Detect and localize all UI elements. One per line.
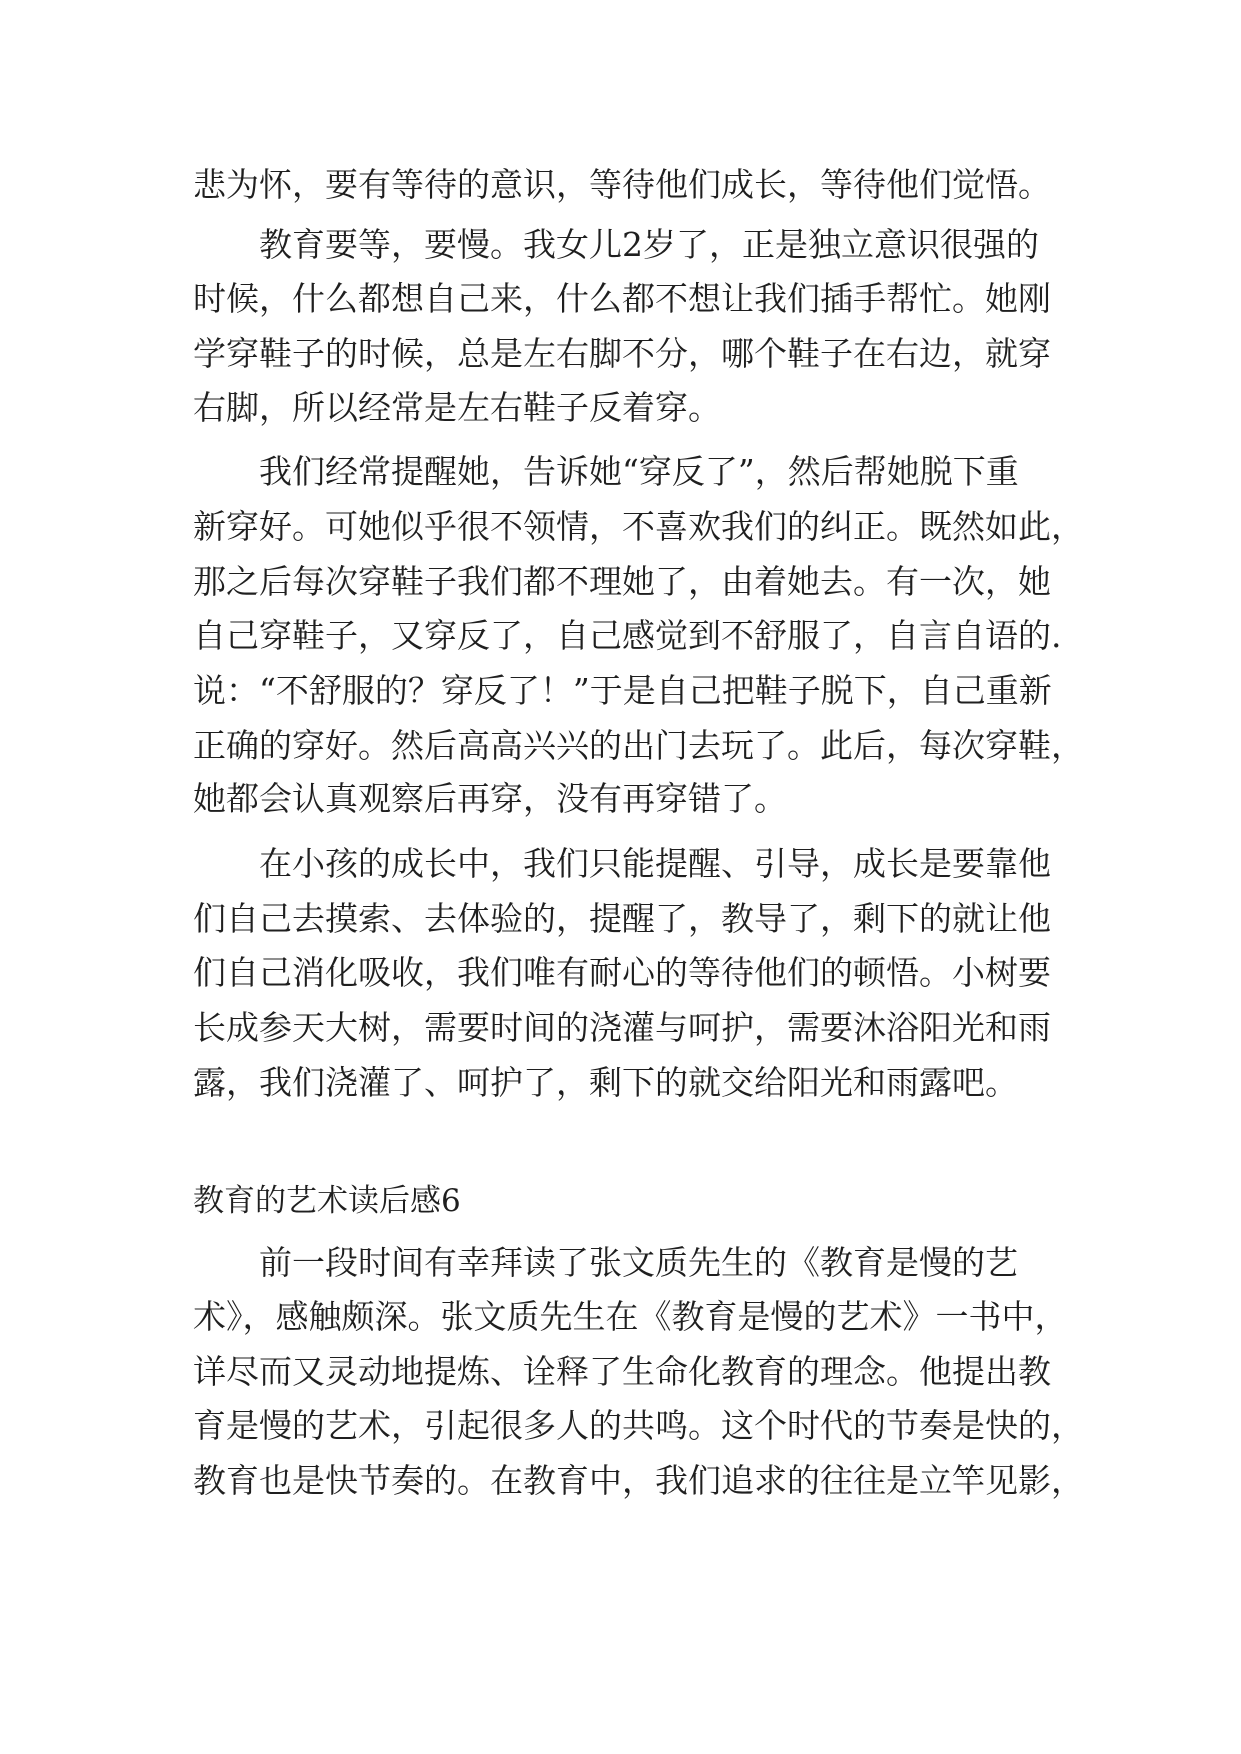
paragraph-start-line: 教育要等，要慢。我女儿2岁了，正是独立意识很强的 <box>259 225 1039 264</box>
text-line: 教育也是快节奏的。在教育中，我们追求的往往是立竿见影， <box>193 1461 1084 1500</box>
text-line: 们自己消化吸收，我们唯有耐心的等待他们的顿悟。小树要 <box>193 953 1051 992</box>
text-line: 说：“不舒服的？穿反了！”于是自己把鞋子脱下，自己重新 <box>193 671 1052 710</box>
text-line: 正确的穿好。然后高高兴兴的出门去玩了。此后，每次穿鞋， <box>193 726 1084 765</box>
text-line: 详尽而又灵动地提炼、诠释了生命化教育的理念。他提出教 <box>193 1352 1051 1391</box>
text-line: 露，我们浇灌了、呵护了，剩下的就交给阳光和雨露吧。 <box>193 1063 1018 1102</box>
text-line: 育是慢的艺术，引起很多人的共鸣。这个时代的节奏是快的， <box>193 1406 1084 1445</box>
text-line: 时候，什么都想自己来，什么都不想让我们插手帮忙。她刚 <box>193 279 1051 318</box>
text-line: 悲为怀，要有等待的意识，等待他们成长，等待他们觉悟。 <box>193 165 1051 204</box>
paragraph-start-line: 我们经常提醒她，告诉她“穿反了”，然后帮她脱下重 <box>259 452 1019 491</box>
text-line: 学穿鞋子的时候，总是左右脚不分，哪个鞋子在右边，就穿 <box>193 334 1051 373</box>
section-heading: 教育的艺术读后感6 <box>193 1183 461 1219</box>
text-line: 术》，感触颇深。张文质先生在《教育是慢的艺术》一书中， <box>193 1297 1068 1336</box>
text-line: 她都会认真观察后再穿，没有再穿错了。 <box>193 779 787 818</box>
text-line: 那之后每次穿鞋子我们都不理她了，由着她去。有一次，她 <box>193 562 1051 601</box>
text-line: 自己穿鞋子，又穿反了，自己感觉到不舒服了，自言自语的. <box>193 616 1062 655</box>
text-line: 新穿好。可她似乎很不领情，不喜欢我们的纠正。既然如此， <box>193 507 1084 546</box>
paragraph-start-line: 前一段时间有幸拜读了张文质先生的《教育是慢的艺 <box>259 1243 1018 1282</box>
text-line: 右脚，所以经常是左右鞋子反着穿。 <box>193 388 721 427</box>
text-line: 们自己去摸索、去体验的，提醒了，教导了，剩下的就让他 <box>193 899 1051 938</box>
text-line: 长成参天大树，需要时间的浇灌与呵护，需要沐浴阳光和雨 <box>193 1008 1051 1047</box>
paragraph-start-line: 在小孩的成长中，我们只能提醒、引导，成长是要靠他 <box>259 844 1051 883</box>
